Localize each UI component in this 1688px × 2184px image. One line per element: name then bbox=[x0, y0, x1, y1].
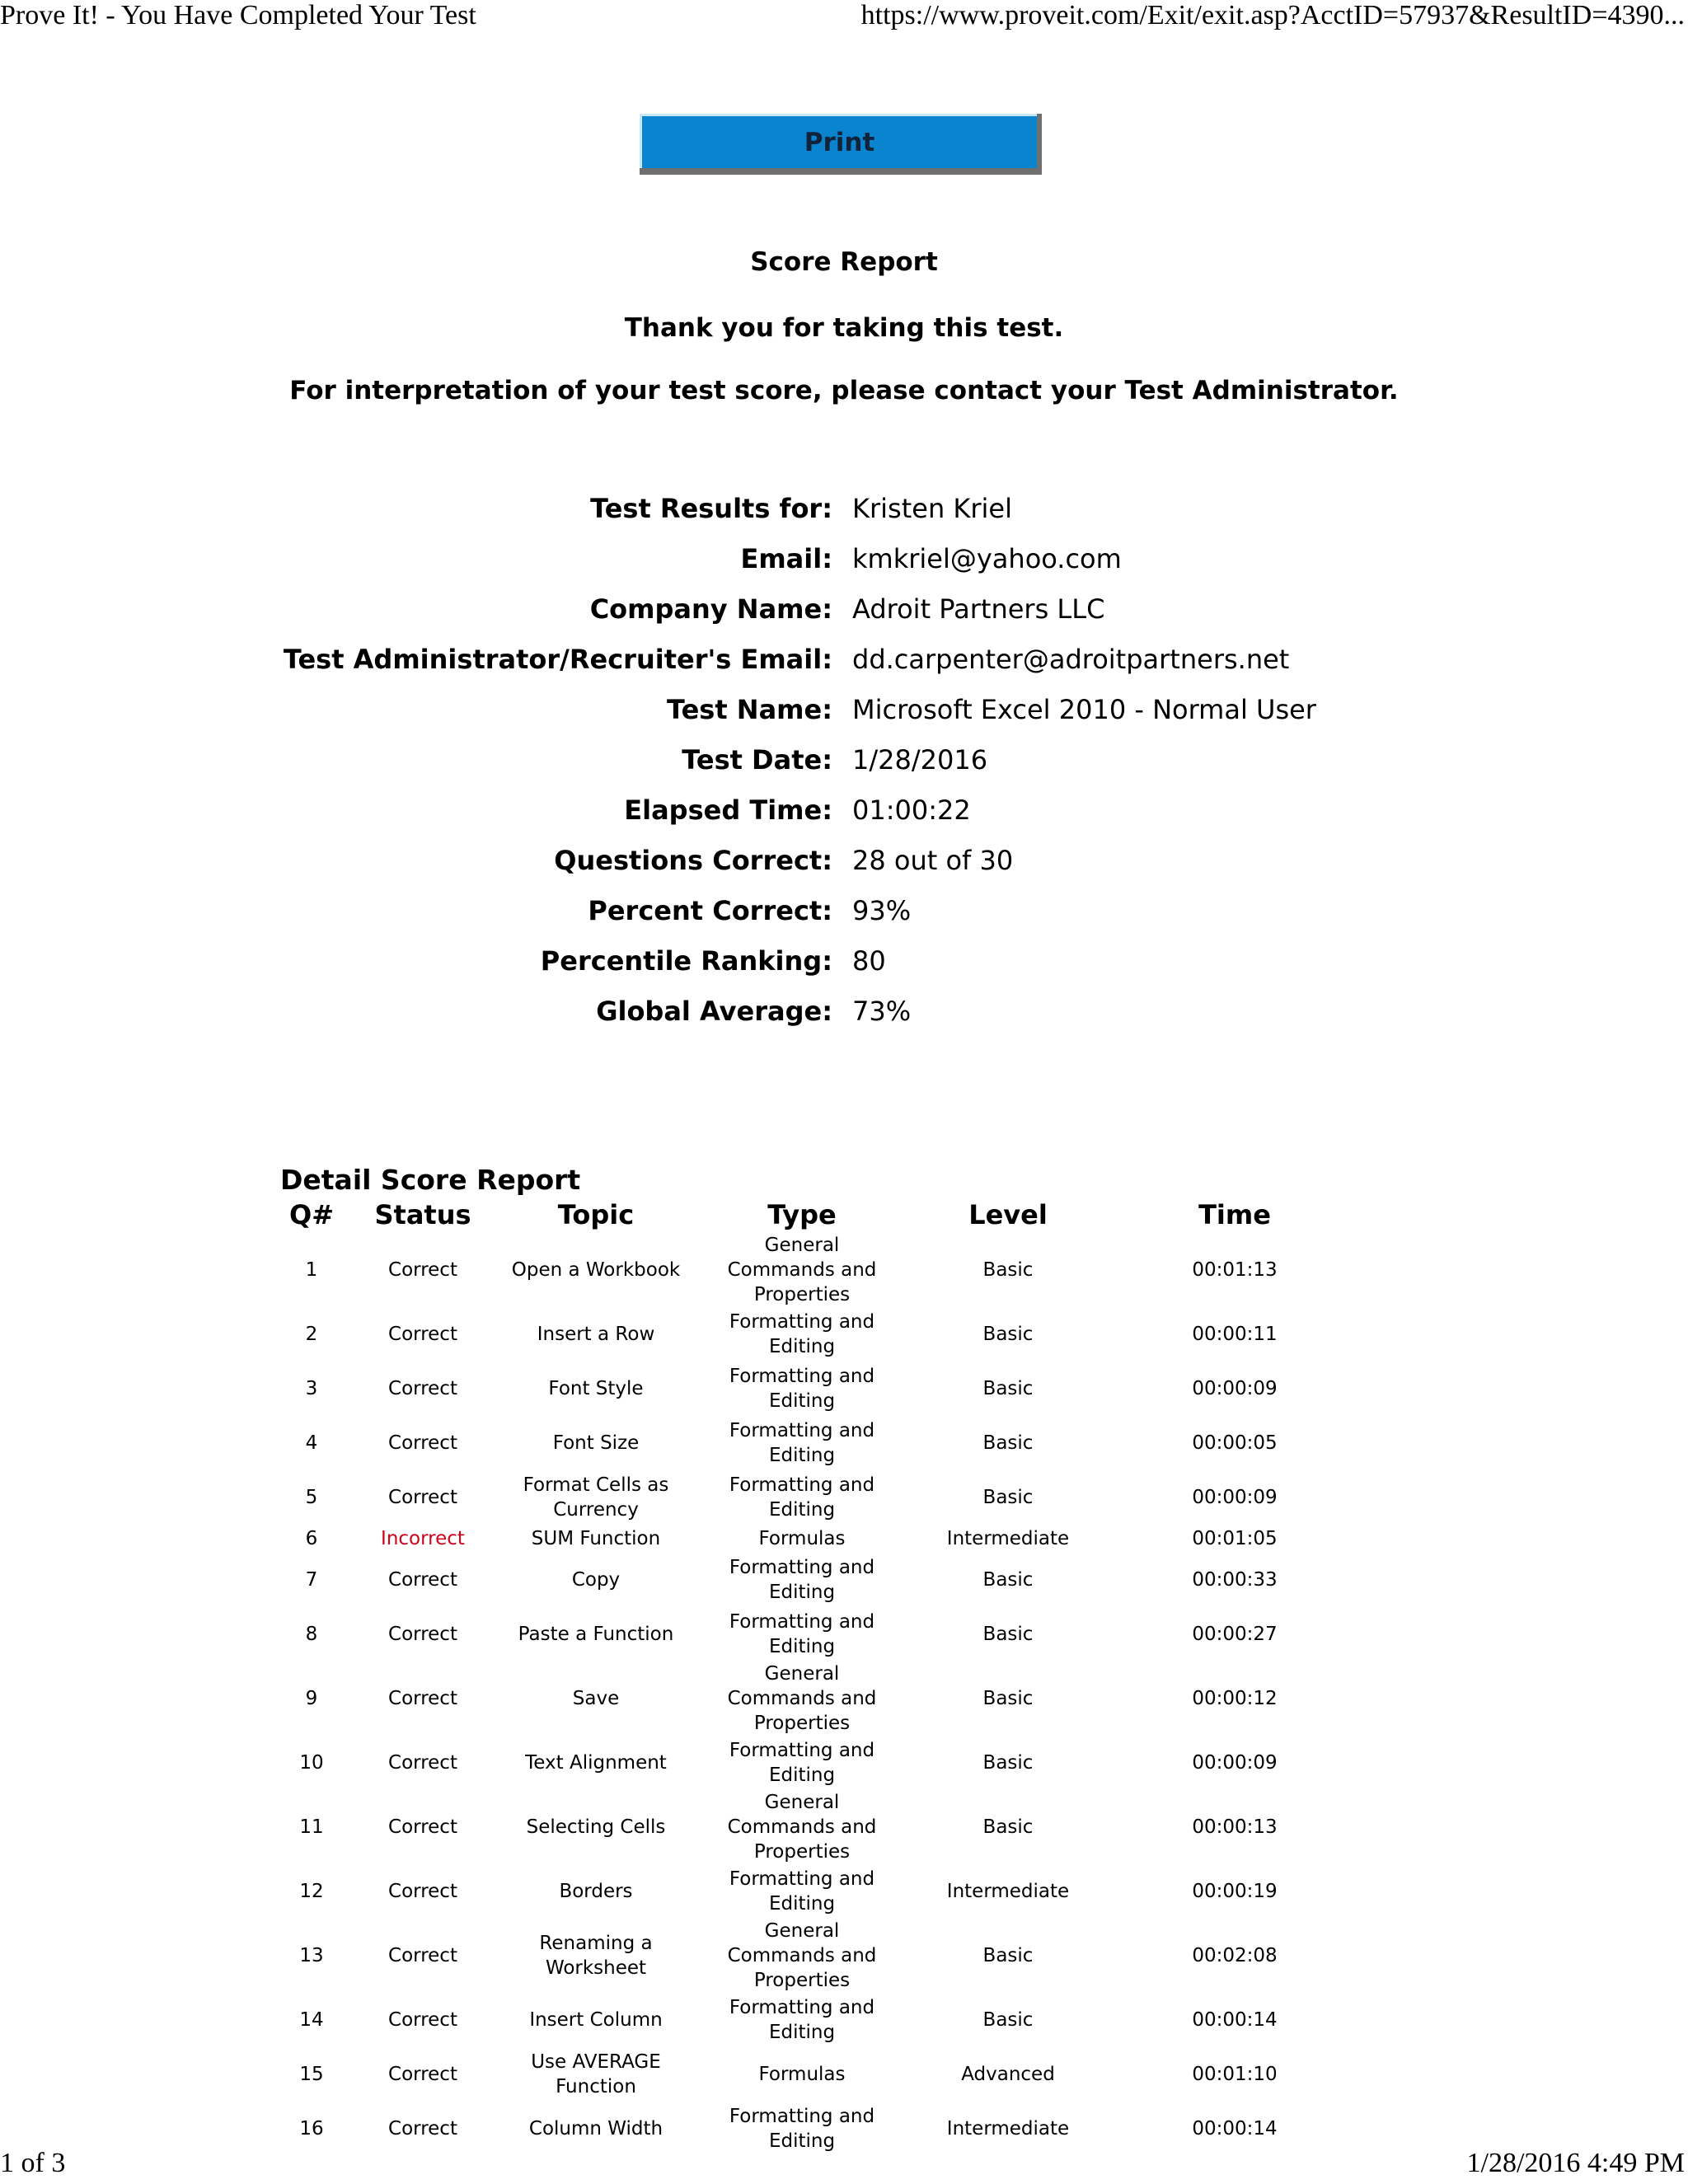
cell-time: 00:00:27 bbox=[1192, 1624, 1278, 1645]
cell-time: 00:00:05 bbox=[1192, 1432, 1278, 1454]
cell-level: Basic bbox=[982, 1752, 1034, 1774]
cell-time: 00:00:19 bbox=[1192, 1881, 1278, 1902]
cell-type: Formulas bbox=[758, 1528, 846, 1549]
summary-row bbox=[0, 895, 1688, 945]
summary-value: 1/28/2016 bbox=[852, 744, 988, 776]
table-row bbox=[270, 1525, 1358, 1553]
summary-label: Test Date: bbox=[682, 744, 832, 776]
cell-type: General Commands and Properties bbox=[727, 1792, 877, 1863]
cell-status: Correct bbox=[388, 1624, 457, 1645]
page-indicator: 1 of 3 bbox=[0, 2148, 66, 2178]
cell-time: 00:00:09 bbox=[1192, 1378, 1278, 1399]
cell-time: 00:01:05 bbox=[1192, 1528, 1278, 1549]
cell-topic: Format Cells as Currency bbox=[523, 1474, 669, 1521]
summary-label: Percent Correct: bbox=[588, 895, 832, 926]
cell-q: 6 bbox=[305, 1528, 318, 1549]
summary-row bbox=[0, 945, 1688, 996]
cell-topic: Insert a Row bbox=[537, 1324, 655, 1345]
column-header-q: Q# bbox=[288, 1199, 334, 1230]
column-header-status: Status bbox=[374, 1199, 471, 1230]
cell-status: Correct bbox=[388, 1324, 457, 1345]
cell-time: 00:00:14 bbox=[1192, 2118, 1278, 2139]
column-header-topic: Topic bbox=[557, 1199, 635, 1230]
cell-level: Intermediate bbox=[946, 1881, 1070, 1902]
table-row bbox=[270, 1864, 1358, 1919]
cell-topic: Insert Column bbox=[529, 2009, 663, 2031]
cell-type: Formatting and Editing bbox=[729, 1366, 875, 1412]
summary-row bbox=[0, 996, 1688, 1046]
cell-time: 00:00:14 bbox=[1192, 2009, 1278, 2031]
cell-topic: Use AVERAGE Function bbox=[531, 2051, 661, 2097]
cell-type: Formatting and Editing bbox=[729, 1557, 875, 1603]
summary-value: 93% bbox=[852, 895, 912, 926]
cell-status: Correct bbox=[388, 2064, 457, 2085]
summary-row bbox=[0, 794, 1688, 845]
cell-level: Basic bbox=[982, 1688, 1034, 1709]
cell-q: 10 bbox=[299, 1752, 324, 1774]
table-row bbox=[270, 1919, 1358, 1993]
cell-q: 1 bbox=[305, 1259, 318, 1281]
table-row bbox=[270, 1736, 1358, 1790]
summary-label: Test Name: bbox=[667, 694, 832, 725]
interpretation-message: For interpretation of your test score, please contact your Test Administrator. bbox=[289, 376, 1399, 405]
cell-q: 9 bbox=[305, 1688, 318, 1709]
summary-value: dd.carpenter@adroitpartners.net bbox=[852, 644, 1290, 675]
cell-time: 00:01:10 bbox=[1192, 2064, 1278, 2085]
cell-q: 14 bbox=[299, 2009, 324, 2031]
summary-row bbox=[0, 543, 1688, 593]
cell-level: Basic bbox=[982, 1259, 1034, 1281]
cell-topic: SUM Function bbox=[531, 1528, 661, 1549]
cell-status: Correct bbox=[388, 1259, 457, 1281]
cell-level: Basic bbox=[982, 1324, 1034, 1345]
page-title-header: Prove It! - You Have Completed Your Test bbox=[0, 0, 476, 30]
cell-topic: Copy bbox=[571, 1569, 621, 1591]
summary-label: Email: bbox=[740, 543, 832, 574]
cell-topic: Borders bbox=[559, 1881, 633, 1902]
cell-type: Formatting and Editing bbox=[729, 1868, 875, 1915]
cell-status: Correct bbox=[388, 1378, 457, 1399]
table-row bbox=[270, 1993, 1358, 2047]
summary-label: Test Administrator/Recruiter's Email: bbox=[283, 644, 832, 675]
cell-type: Formatting and Editing bbox=[729, 1420, 875, 1466]
cell-q: 4 bbox=[305, 1432, 318, 1454]
cell-topic: Font Size bbox=[552, 1432, 640, 1454]
cell-status: Correct bbox=[388, 2118, 457, 2139]
cell-time: 00:00:12 bbox=[1192, 1688, 1278, 1709]
cell-topic: Column Width bbox=[528, 2118, 663, 2139]
cell-level: Intermediate bbox=[946, 2118, 1070, 2139]
cell-topic: Font Style bbox=[548, 1378, 644, 1399]
cell-q: 5 bbox=[305, 1487, 318, 1508]
table-row bbox=[270, 2047, 1358, 2102]
table-header-row bbox=[270, 1197, 1358, 1233]
summary-value: 73% bbox=[852, 996, 912, 1027]
summary-row bbox=[0, 593, 1688, 644]
summary-label: Questions Correct: bbox=[554, 845, 832, 876]
cell-type: General Commands and Properties bbox=[727, 1235, 877, 1305]
cell-topic: Save bbox=[572, 1688, 620, 1709]
table-row bbox=[270, 1661, 1358, 1736]
cell-time: 00:00:33 bbox=[1192, 1569, 1278, 1591]
cell-time: 00:00:11 bbox=[1192, 1324, 1278, 1345]
cell-topic: Text Alignment bbox=[525, 1752, 667, 1774]
page-url-header: https://www.proveit.com/Exit/exit.asp?AcctID=57937&ResultID=4390... bbox=[860, 0, 1685, 30]
summary-label: Elapsed Time: bbox=[624, 794, 832, 826]
cell-level: Basic bbox=[982, 1624, 1034, 1645]
column-header-type: Type bbox=[767, 1199, 837, 1230]
table-row bbox=[270, 1553, 1358, 1607]
table-row bbox=[270, 1233, 1358, 1307]
cell-level: Basic bbox=[982, 1432, 1034, 1454]
cell-q: 11 bbox=[299, 1816, 324, 1838]
cell-q: 7 bbox=[305, 1569, 318, 1591]
summary-label: Global Average: bbox=[596, 996, 832, 1027]
summary-label: Test Results for: bbox=[590, 493, 832, 524]
summary-value: Kristen Kriel bbox=[852, 493, 1012, 524]
summary-value: 01:00:22 bbox=[852, 794, 971, 826]
summary-label: Company Name: bbox=[589, 593, 832, 625]
summary-section bbox=[0, 493, 1688, 1046]
cell-status: Correct bbox=[388, 2009, 457, 2031]
cell-type: Formatting and Editing bbox=[729, 1740, 875, 1786]
summary-value: 28 out of 30 bbox=[852, 845, 1014, 876]
cell-status: Correct bbox=[388, 1688, 457, 1709]
cell-topic: Open a Workbook bbox=[511, 1259, 681, 1281]
cell-status: Correct bbox=[388, 1816, 457, 1838]
cell-type: General Commands and Properties bbox=[727, 1663, 877, 1734]
cell-topic: Renaming a Worksheet bbox=[539, 1933, 653, 1979]
table-row bbox=[270, 1470, 1358, 1525]
print-button[interactable]: Print bbox=[640, 114, 1037, 168]
cell-type: Formatting and Editing bbox=[729, 1611, 875, 1657]
cell-status: Correct bbox=[388, 1945, 457, 1966]
detail-score-table bbox=[270, 1197, 1358, 2156]
cell-status: Correct bbox=[388, 1487, 457, 1508]
thank-you-message: Thank you for taking this test. bbox=[624, 313, 1064, 343]
cell-status: Correct bbox=[388, 1752, 457, 1774]
summary-row bbox=[0, 694, 1688, 744]
summary-label: Percentile Ranking: bbox=[540, 945, 832, 977]
cell-type: Formulas bbox=[758, 2064, 846, 2085]
print-button-shadow bbox=[640, 114, 1042, 175]
cell-q: 2 bbox=[305, 1324, 318, 1345]
cell-level: Basic bbox=[982, 2009, 1034, 2031]
cell-level: Basic bbox=[982, 1945, 1034, 1966]
detail-score-report-title: Detail Score Report bbox=[280, 1164, 581, 1196]
summary-row bbox=[0, 493, 1688, 543]
column-header-time: Time bbox=[1198, 1199, 1271, 1230]
cell-level: Basic bbox=[982, 1487, 1034, 1508]
cell-time: 00:00:09 bbox=[1192, 1752, 1278, 1774]
cell-status: Correct bbox=[388, 1881, 457, 1902]
cell-type: Formatting and Editing bbox=[729, 2106, 875, 2152]
summary-value: 80 bbox=[852, 945, 886, 977]
cell-q: 3 bbox=[305, 1378, 318, 1399]
table-row bbox=[270, 2102, 1358, 2156]
cell-time: 00:00:13 bbox=[1192, 1816, 1278, 1838]
cell-q: 13 bbox=[299, 1945, 324, 1966]
cell-topic: Paste a Function bbox=[518, 1624, 674, 1645]
cell-status: Incorrect bbox=[381, 1528, 465, 1549]
table-row bbox=[270, 1307, 1358, 1361]
column-header-level: Level bbox=[968, 1199, 1048, 1230]
summary-value: Adroit Partners LLC bbox=[852, 593, 1105, 625]
table-row bbox=[270, 1790, 1358, 1864]
cell-level: Intermediate bbox=[946, 1528, 1070, 1549]
cell-q: 16 bbox=[299, 2118, 324, 2139]
summary-value: kmkriel@yahoo.com bbox=[852, 543, 1122, 574]
cell-time: 00:02:08 bbox=[1192, 1945, 1278, 1966]
cell-q: 8 bbox=[305, 1624, 318, 1645]
cell-status: Correct bbox=[388, 1569, 457, 1591]
cell-level: Basic bbox=[982, 1816, 1034, 1838]
cell-level: Advanced bbox=[961, 2064, 1055, 2085]
cell-time: 00:00:09 bbox=[1192, 1487, 1278, 1508]
cell-topic: Selecting Cells bbox=[526, 1816, 666, 1838]
score-report-title: Score Report bbox=[750, 247, 938, 277]
table-row bbox=[270, 1607, 1358, 1661]
cell-q: 12 bbox=[299, 1881, 324, 1902]
summary-row bbox=[0, 845, 1688, 895]
table-row bbox=[270, 1361, 1358, 1416]
printed-datetime: 1/28/2016 4:49 PM bbox=[1466, 2148, 1685, 2178]
summary-row bbox=[0, 744, 1688, 794]
cell-level: Basic bbox=[982, 1378, 1034, 1399]
cell-type: General Commands and Properties bbox=[727, 1920, 877, 1991]
summary-value: Microsoft Excel 2010 - Normal User bbox=[852, 694, 1316, 725]
table-row bbox=[270, 1416, 1358, 1470]
cell-type: Formatting and Editing bbox=[729, 1474, 875, 1521]
cell-time: 00:01:13 bbox=[1192, 1259, 1278, 1281]
cell-status: Correct bbox=[388, 1432, 457, 1454]
cell-type: Formatting and Editing bbox=[729, 1997, 875, 2043]
summary-row bbox=[0, 644, 1688, 694]
cell-level: Basic bbox=[982, 1569, 1034, 1591]
cell-q: 15 bbox=[299, 2064, 324, 2085]
cell-type: Formatting and Editing bbox=[729, 1311, 875, 1357]
